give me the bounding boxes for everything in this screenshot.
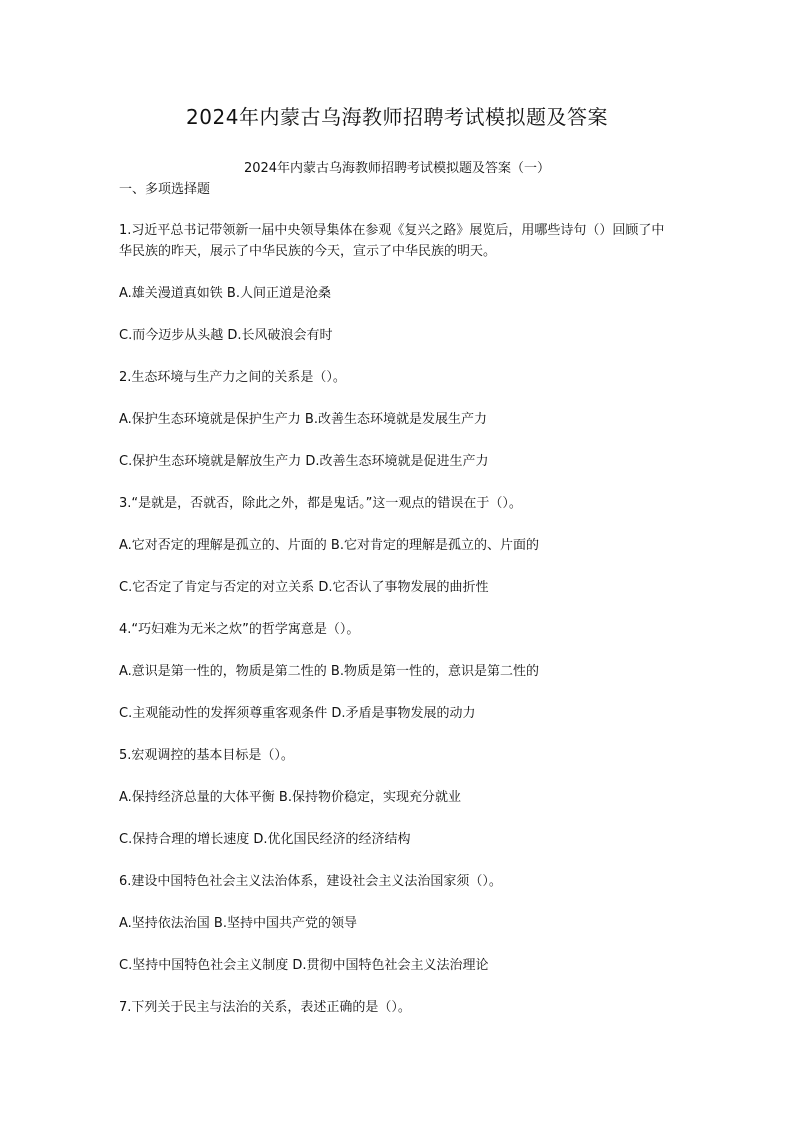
question-5-options-ab: A.保持经济总量的大体平衡 B.保持物价稳定，实现充分就业 (119, 790, 461, 805)
question-5: 5.宏观调控的基本目标是（）。 (119, 748, 294, 763)
question-1-options-cd: C.而今迈步从头越 D.长风破浪会有时 (119, 328, 333, 343)
question-2-options-cd: C.保护生态环境就是解放生产力 D.改善生态环境就是促进生产力 (119, 454, 489, 469)
question-1: 1.习近平总书记带领新一届中央领导集体在参观《复兴之路》展览后，用哪些诗句（）回顾了中华民族的昨天，展示了中华民族的今天，宣示了中华民族的明天。 (119, 223, 665, 259)
question-6-options-cd: C.坚持中国特色社会主义制度 D.贯彻中国特色社会主义法治理论 (119, 958, 489, 973)
document-title: 2024年内蒙古乌海教师招聘考试模拟题及答案 (186, 105, 608, 129)
question-4: 4.“巧妇难为无米之炊”的哲学寓意是（）。 (119, 622, 360, 637)
question-2: 2.生态环境与生产力之间的关系是（）。 (119, 370, 346, 385)
question-3: 3.“是就是，否就否，除此之外，都是鬼话。”这一观点的错误在于（）。 (119, 496, 522, 511)
document-subtitle: 2024年内蒙古乌海教师招聘考试模拟题及答案（一） (243, 161, 551, 176)
question-4-options-ab: A.意识是第一性的，物质是第二性的 B.物质是第一性的，意识是第二性的 (119, 664, 539, 679)
section-heading: 一、多项选择题 (119, 182, 211, 197)
question-5-options-cd: C.保持合理的增长速度 D.优化国民经济的经济结构 (119, 832, 411, 847)
question-1-options-ab: A.雄关漫道真如铁 B.人间正道是沧桑 (119, 286, 331, 301)
question-3-options-ab: A.它对否定的理解是孤立的、片面的 B.它对肯定的理解是孤立的、片面的 (119, 538, 539, 553)
question-3-options-cd: C.它否定了肯定与否定的对立关系 D.它否认了事物发展的曲折性 (119, 580, 489, 595)
question-6: 6.建设中国特色社会主义法治体系，建设社会主义法治国家须（）。 (119, 874, 502, 889)
question-2-options-ab: A.保护生态环境就是保护生产力 B.改善生态环境就是发展生产力 (119, 412, 487, 427)
question-7: 7.下列关于民主与法治的关系，表述正确的是（）。 (119, 1000, 411, 1015)
question-list (119, 220, 675, 1039)
question-6-options-ab: A.坚持依法治国 B.坚持中国共产党的领导 (119, 916, 357, 931)
question-4-options-cd: C.主观能动性的发挥须尊重客观条件 D.矛盾是事物发展的动力 (119, 706, 476, 721)
